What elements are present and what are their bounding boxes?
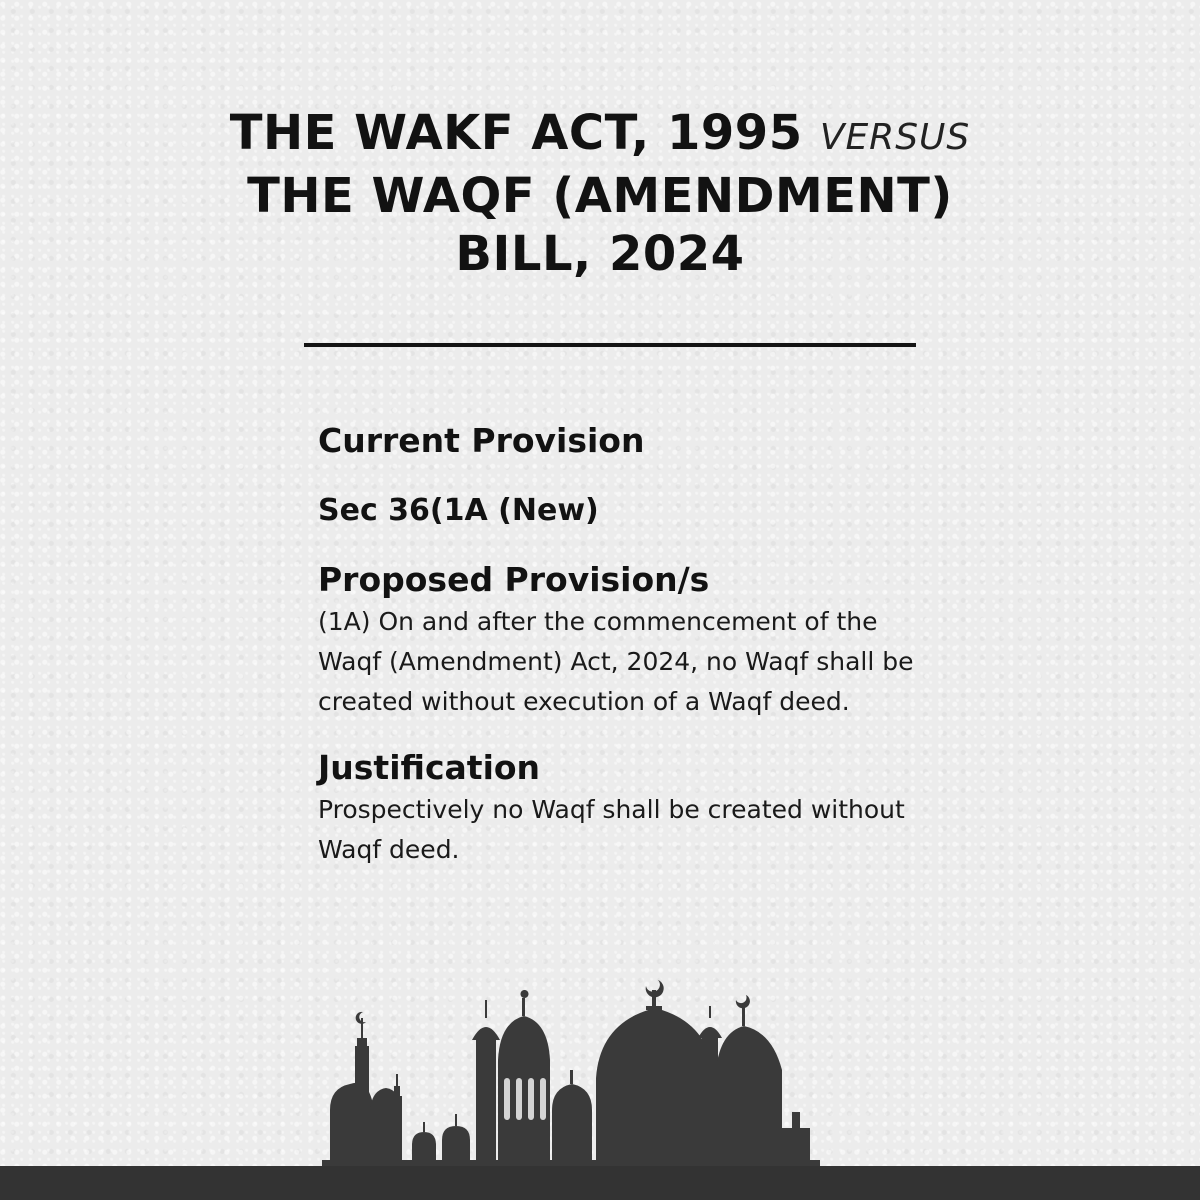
section-reference: Sec 36(1A (New) bbox=[318, 493, 599, 528]
proposed-provision-text: (1A) On and after the commencement of the Waqf (Amendment) Act, 2024, no Waqf shall be created without execution of a Waqf deed. bbox=[318, 607, 914, 716]
mosque-silhouette-icon bbox=[0, 960, 1200, 1200]
title-divider bbox=[304, 343, 916, 347]
current-provision-heading: Current Provision bbox=[318, 421, 645, 460]
versus-label: VERSUS bbox=[819, 117, 971, 158]
title-line-1: THE WAKF ACT, 1995 bbox=[229, 105, 803, 161]
page-title bbox=[0, 104, 1200, 283]
proposed-provision-heading: Proposed Provision/s bbox=[318, 560, 710, 599]
title-line-3: BILL, 2024 bbox=[455, 226, 745, 282]
provision-content bbox=[318, 418, 938, 870]
title-line-2: THE WAQF (AMENDMENT) bbox=[247, 168, 953, 224]
justification-heading: Justification bbox=[318, 748, 541, 787]
justification-text: Prospectively no Waqf shall be created without Waqf deed. bbox=[318, 795, 905, 864]
